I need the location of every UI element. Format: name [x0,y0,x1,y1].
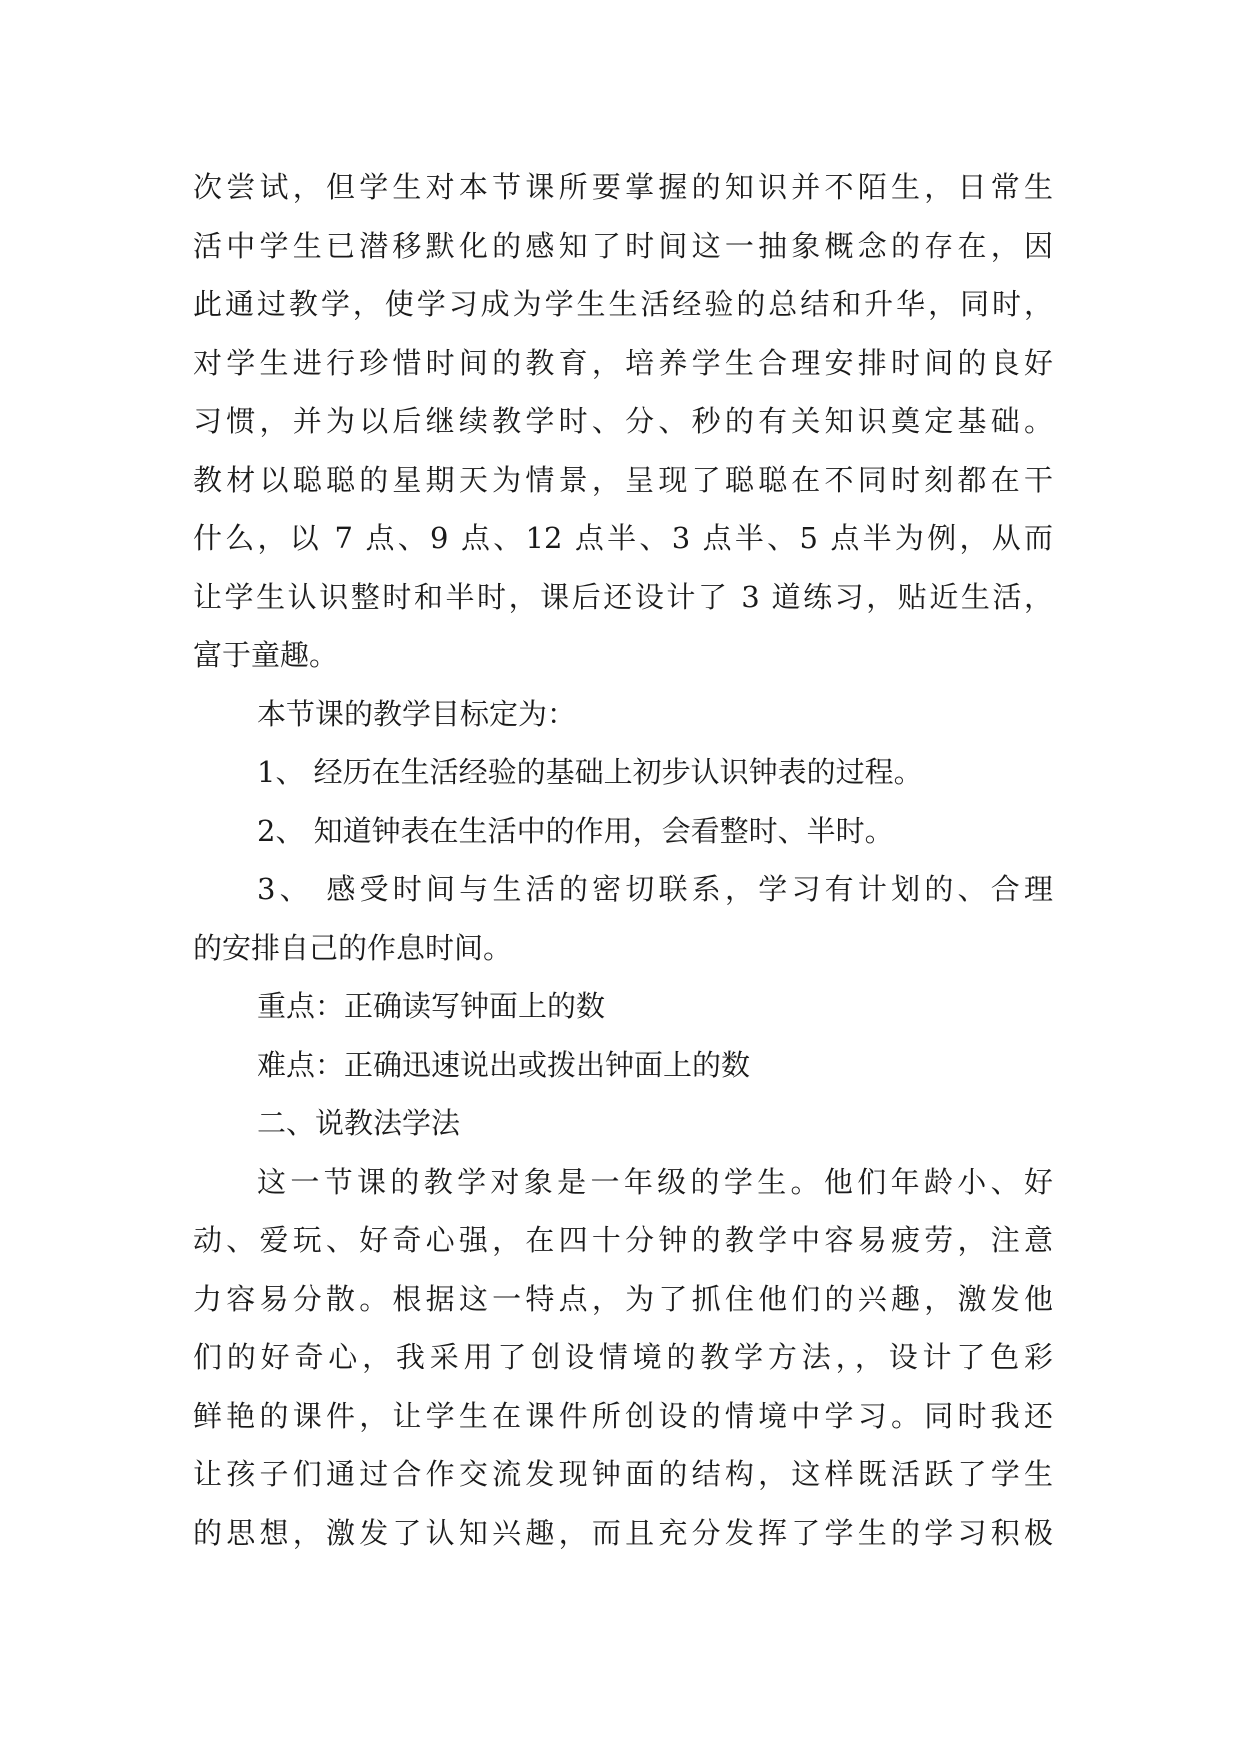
text-line: 鲜艳的课件，让学生在课件所创设的情境中学习。同时我还 [193,1398,1053,1433]
text-line: 的安排自己的作息时间。 [193,930,513,965]
paragraph-first-line: 这一节课的教学对象是一年级的学生。他们年龄小、好 [257,1164,1053,1199]
objective-item-3: 3、 感受时间与生活的密切联系，学习有计划的、合理 [257,872,1053,906]
text-line: 此通过教学，使学习成为学生生活经验的总结和升华，同时， [193,287,1053,321]
text-line: 活中学生已潜移默化的感知了时间这一抽象概念的存在，因 [193,228,1053,263]
text-line: 习惯，并为以后继续教学时、分、秒的有关知识奠定基础。 [193,404,1053,438]
key-point-line: 重点：正确读写钟面上的数 [257,989,606,1023]
text-line: 教材以聪聪的星期天为情景，呈现了聪聪在不同时刻都在干 [193,462,1053,497]
text-line: 次尝试，但学生对本节课所要掌握的知识并不陌生，日常生 [193,170,1053,204]
text-line: 让学生认识整时和半时，课后还设计了 3 道练习，贴近生活， [193,579,1053,614]
text-line: 的思想，激发了认知兴趣，而且充分发挥了学生的学习积极 [193,1515,1053,1550]
objective-item-2: 2、 知道钟表在生活中的作用，会看整时、半时。 [257,813,894,848]
objective-item-1: 1、 经历在生活经验的基础上初步认识钟表的过程。 [257,755,923,789]
text-line: 富于童趣。 [193,638,339,672]
section-intro-line: 本节课的教学目标定为： [257,696,577,731]
text-line: 动、爱玩、好奇心强，在四十分钟的教学中容易疲劳，注意 [193,1223,1053,1257]
text-line: 对学生进行珍惜时间的教育，培养学生合理安排时间的良好 [193,345,1053,380]
difficult-point-line: 难点：正确迅速说出或拨出钟面上的数 [257,1047,751,1082]
text-line: 让孩子们通过合作交流发现钟面的结构，这样既活跃了学生 [193,1457,1053,1491]
document-body [193,158,1053,1562]
text-line: 们的好奇心，我采用了创设情境的教学方法，，设计了色彩 [193,1340,1053,1374]
section-heading: 二、说教法学法 [257,1106,461,1140]
text-line: 什么，以 7 点、9 点、12 点半、3 点半、5 点半为例，从而 [193,521,1053,555]
text-line: 力容易分散。根据这一特点，为了抓住他们的兴趣，激发他 [193,1281,1053,1316]
